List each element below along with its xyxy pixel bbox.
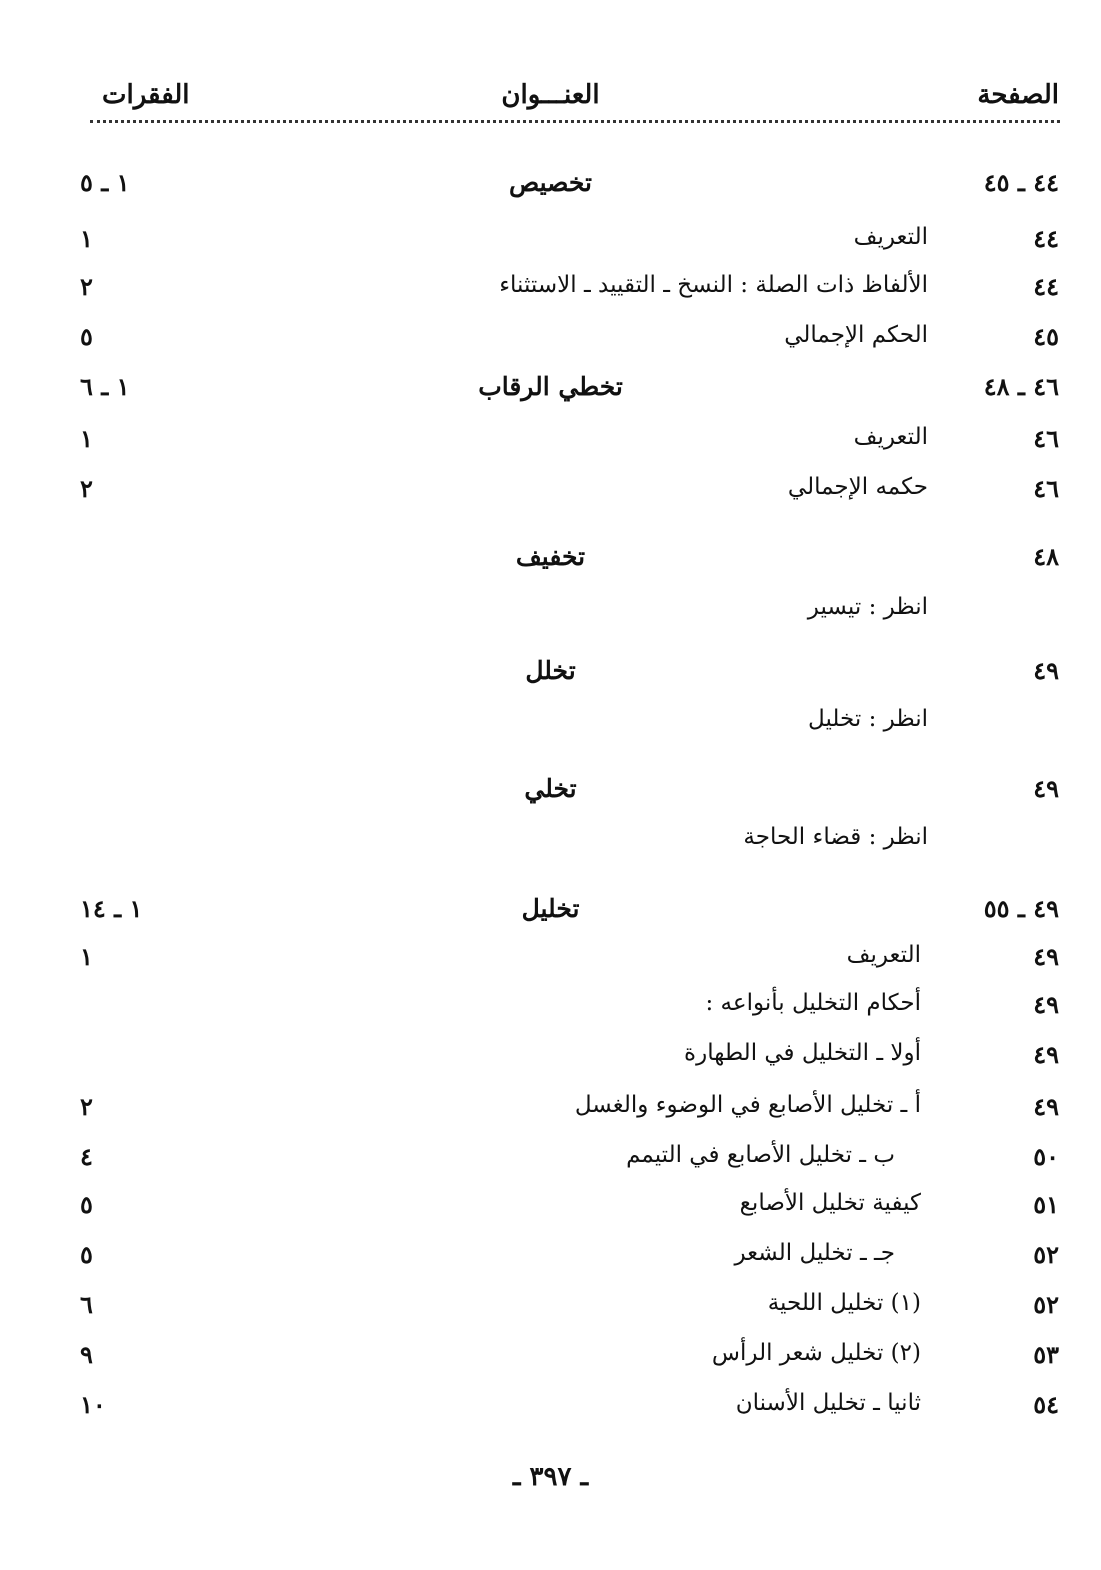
entry-title: التعريف	[846, 942, 921, 968]
page-ref: ٤٩	[1033, 656, 1059, 685]
entry-title: (٢) تخليل شعر الرأس	[711, 1340, 921, 1366]
paragraph-ref: ٦	[80, 1290, 93, 1319]
index-row	[0, 272, 1101, 320]
entry-title: الألفاظ ذات الصلة : النسخ ـ التقييد ـ الاستثناء	[499, 272, 928, 298]
paragraph-ref: ١	[80, 224, 93, 253]
index-row	[0, 1040, 1101, 1088]
entry-title: حكمه الإجمالي	[787, 474, 928, 500]
entry-title: (١) تخليل اللحية	[767, 1290, 921, 1316]
paragraph-ref: ١ ـ ١٤	[80, 894, 143, 923]
paragraph-ref: ٢	[80, 474, 93, 503]
page-column-header: الصفحة	[977, 80, 1059, 110]
paragraph-ref: ٢	[80, 1092, 93, 1121]
page-ref: ٥٣	[1033, 1340, 1059, 1369]
index-row-heading	[0, 774, 1101, 822]
entry-title: التعريف	[853, 424, 928, 450]
page-ref: ٤٩	[1033, 1092, 1059, 1121]
page-ref: ٥٤	[1033, 1390, 1059, 1419]
page-ref: ٤٩	[1033, 774, 1059, 803]
page-ref: ٤٩	[1033, 1040, 1059, 1069]
index-row	[0, 1190, 1101, 1238]
see-also-link: انظر : تيسير	[807, 594, 928, 620]
paragraph-ref: ١	[80, 424, 93, 453]
page-ref: ٥٠	[1033, 1142, 1059, 1171]
paragraph-ref: ٥	[80, 322, 93, 351]
entry-title: ب ـ تخليل الأصابع في التيمم	[626, 1142, 895, 1168]
paragraph-ref: ١ ـ ٦	[80, 372, 130, 401]
index-row	[0, 322, 1101, 370]
index-row	[0, 474, 1101, 522]
paragraph-column-header: الفقرات	[102, 80, 190, 110]
index-row-heading	[0, 372, 1101, 420]
page-ref: ٥٢	[1033, 1290, 1059, 1319]
page-ref: ٤٩ ـ ٥٥	[983, 894, 1059, 923]
cross-reference-row	[0, 824, 1101, 872]
heading-title: تخلل	[525, 656, 576, 685]
paragraph-ref: ١	[80, 942, 93, 971]
page-ref: ٤٦ ـ ٤٨	[983, 372, 1059, 401]
header-divider	[90, 120, 1060, 123]
page-ref: ٤٦	[1033, 474, 1059, 503]
see-also-link: انظر : تخليل	[808, 706, 928, 732]
page-ref: ٥١	[1033, 1190, 1059, 1219]
page-ref: ٤٨	[1033, 542, 1059, 571]
page-ref: ٤٦	[1033, 424, 1059, 453]
page-number: ـ ٣٩٧ ـ	[512, 1462, 589, 1492]
page-ref: ٤٤	[1033, 224, 1059, 253]
title-column-header: العنـــوان	[501, 80, 600, 110]
index-row	[0, 224, 1101, 272]
page-ref: ٤٥	[1033, 322, 1059, 351]
index-row	[0, 1142, 1101, 1190]
paragraph-ref: ٤	[80, 1142, 93, 1171]
heading-title: تخطي الرقاب	[478, 372, 623, 401]
paragraph-ref: ٩	[80, 1340, 93, 1369]
entry-title: جـ ـ تخليل الشعر	[734, 1240, 895, 1266]
paragraph-ref: ٢	[80, 272, 93, 301]
paragraph-ref: ٥	[80, 1190, 93, 1219]
page-ref: ٥٢	[1033, 1240, 1059, 1269]
index-row	[0, 990, 1101, 1038]
paragraph-ref: ٥	[80, 1240, 93, 1269]
entry-title: كيفية تخليل الأصابع	[739, 1190, 921, 1216]
cross-reference-row	[0, 594, 1101, 642]
index-row	[0, 424, 1101, 472]
see-also-link: انظر : قضاء الحاجة	[743, 824, 928, 850]
paragraph-ref: ١ ـ ٥	[80, 168, 130, 197]
entry-title: أ ـ تخليل الأصابع في الوضوء والغسل	[574, 1092, 921, 1118]
index-row-heading	[0, 656, 1101, 704]
entry-title: التعريف	[853, 224, 928, 250]
page-ref: ٤٩	[1033, 942, 1059, 971]
entry-title: ثانيا ـ تخليل الأسنان	[735, 1390, 921, 1416]
index-row	[0, 1390, 1101, 1438]
index-row-heading	[0, 542, 1101, 590]
page-ref: ٤٩	[1033, 990, 1059, 1019]
entry-title: الحكم الإجمالي	[784, 322, 928, 348]
heading-title: تخصيص	[509, 168, 592, 197]
index-row-heading	[0, 894, 1101, 942]
index-row	[0, 1092, 1101, 1140]
entry-title: أحكام التخليل بأنواعه :	[705, 990, 921, 1016]
index-row	[0, 1290, 1101, 1338]
paragraph-ref: ١٠	[80, 1390, 106, 1419]
heading-title: تخلي	[524, 774, 577, 803]
entry-title: أولا ـ التخليل في الطهارة	[684, 1040, 921, 1066]
heading-title: تخليل	[521, 894, 580, 923]
index-row	[0, 1240, 1101, 1288]
cross-reference-row	[0, 706, 1101, 754]
index-row	[0, 942, 1101, 990]
heading-title: تخفيف	[515, 542, 586, 571]
page-ref: ٤٤	[1033, 272, 1059, 301]
index-row	[0, 1340, 1101, 1388]
index-row-heading	[0, 168, 1101, 216]
page-ref: ٤٤ ـ ٤٥	[983, 168, 1059, 197]
